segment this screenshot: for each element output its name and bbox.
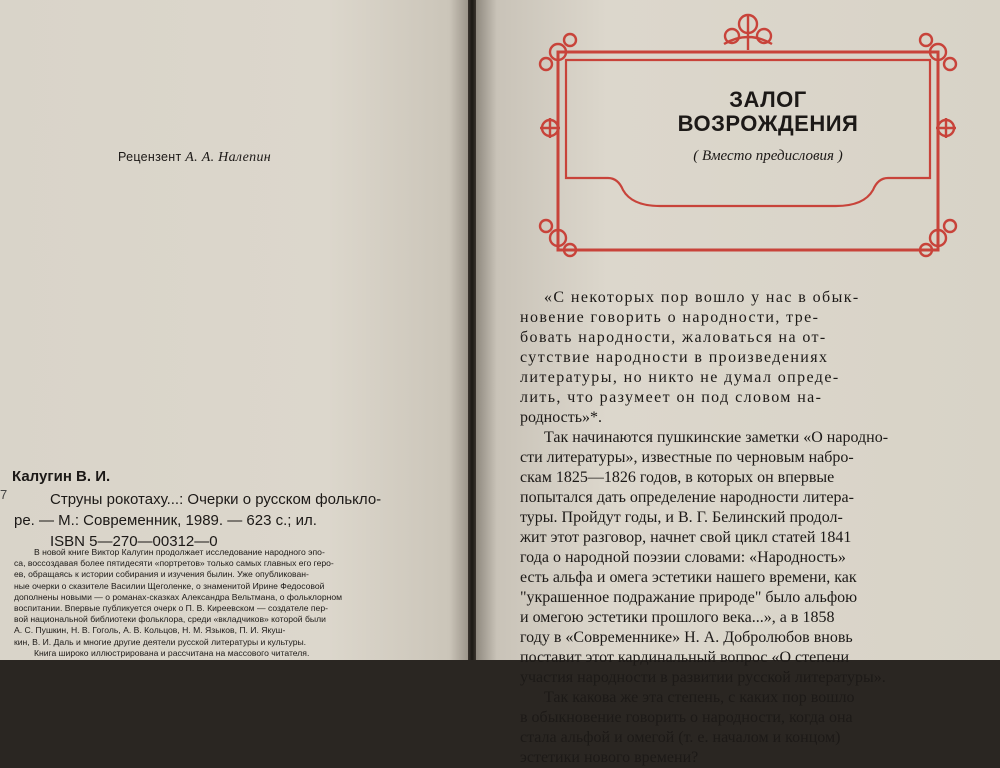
preface-text bbox=[520, 288, 960, 768]
annotation-line: В новой книге Виктор Калугин продолжает исследование народного эпо- bbox=[34, 547, 325, 557]
chapter-title bbox=[616, 88, 920, 136]
annotation-line: са, воссоздавая более пятидесяти «портретов» только самых главных его геро- bbox=[14, 558, 334, 569]
left-page bbox=[0, 0, 468, 660]
text-line: «С некоторых пор вошло у нас в обык- bbox=[544, 289, 860, 306]
text-line: и омегою эстетики прошлого века...», а в 1858 bbox=[520, 609, 835, 626]
text-line: попытался дать определение народности литера- bbox=[520, 489, 854, 506]
top-knot-icon bbox=[724, 14, 772, 50]
catalog-line: ре. — М.: Современник, 1989. — 623 с.; ил. bbox=[14, 512, 317, 529]
annotation-line: ев, обращаясь к истории собирания и изучения былин. Уже опубликован- bbox=[14, 569, 309, 580]
text-line: году в «Современнике» Н. А. Добролюбов вновь bbox=[520, 629, 853, 646]
text-line: литературы, но никто не думал опреде- bbox=[520, 369, 840, 386]
reviewer-label: Рецензент bbox=[118, 150, 182, 164]
annotation-line: вой национальной библиотеки фольклора, среди «вкладчиков» которой были bbox=[14, 614, 326, 625]
right-page bbox=[476, 0, 1000, 766]
text-line: Так начинаются пушкинские заметки «О народно- bbox=[544, 429, 889, 446]
text-line: бовать народности, жаловаться на от- bbox=[520, 329, 827, 346]
text-line: "украшенное подражание природе" было альфою bbox=[520, 589, 858, 606]
text-line: в обыкновение говорить о народности, когда она bbox=[520, 709, 853, 726]
text-line: скам 1825—1826 годов, в которых он впервые bbox=[520, 469, 835, 486]
annotation-line: ные очерки о сказителе Василии Щеголенке, о знаменитой Ирине Федосовой bbox=[14, 580, 325, 591]
annotation-line: А. С. Пушкин, Н. В. Гоголь, А. В. Кольцов, Н. М. Языков, П. И. Якуш- bbox=[14, 625, 286, 636]
text-line: стала альфой и омегой (т. е. началом и концом) bbox=[520, 729, 841, 746]
chapter-subtitle: ( Вместо предисловия ) bbox=[693, 148, 843, 164]
text-line: сти литературы», известные по черновым набро- bbox=[520, 449, 854, 466]
text-line: Так какова же эта степень, с каких пор вошло bbox=[544, 689, 855, 706]
catalog-author: Калугин В. И. bbox=[12, 468, 111, 485]
book-annotation bbox=[14, 547, 470, 659]
page-marker: 7 bbox=[0, 487, 8, 502]
text-line: жит этот разговор, начнет свой цикл статей 1841 bbox=[520, 529, 852, 546]
text-line: эстетики нового времени? bbox=[520, 749, 699, 766]
book-gutter bbox=[468, 0, 476, 660]
text-line: участия народности в развитии русской литературы». bbox=[520, 669, 886, 686]
chapter-title-line: ВОЗРОЖДЕНИЯ bbox=[677, 111, 859, 136]
chapter-title-line: ЗАЛОГ bbox=[729, 87, 807, 112]
text-line: года о народной поэзии словами: «Народность» bbox=[520, 549, 846, 566]
text-line: лить, что разумеет он под словом на- bbox=[520, 389, 823, 406]
annotation-line: кин, В. И. Даль и многие другие деятели русской литературы и культуры. bbox=[14, 636, 307, 647]
reviewer-name: А. А. Налепин bbox=[185, 150, 272, 165]
text-line: поставит этот кардинальный вопрос «О степени bbox=[520, 649, 850, 666]
reviewer-line bbox=[118, 150, 271, 166]
catalog-isbn: ISBN 5—270—00312—0 bbox=[50, 533, 218, 550]
text-line: туры. Пройдут годы, и В. Г. Белинский продол- bbox=[520, 509, 843, 526]
text-line: сутствие народности в произведениях bbox=[520, 349, 829, 366]
annotation-line: воспитании. Впервые публикуется очерк о П. В. Киреевском — создателе пер- bbox=[14, 603, 328, 614]
text-line: родность»*. bbox=[520, 409, 603, 426]
text-line: есть альфа и омега эстетики нашего времени, как bbox=[520, 569, 857, 586]
annotation-line: Книга широко иллюстрирована и рассчитана на массового читателя. bbox=[34, 647, 310, 658]
annotation-line: дополнены новыми — о романах-сказках Александра Вельтмана, о фольклорном bbox=[14, 591, 343, 602]
catalog-line: Струны рокотаху...: Очерки о русском фолькло- bbox=[50, 491, 382, 508]
text-line: новение говорить о народности, тре- bbox=[520, 309, 820, 326]
